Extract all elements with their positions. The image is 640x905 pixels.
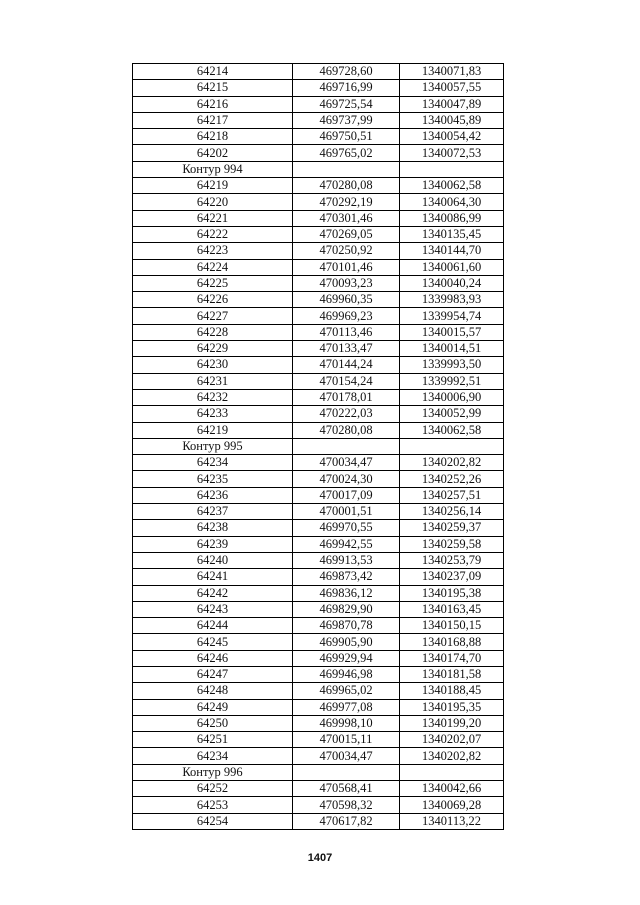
point-number-cell: 64234 (133, 748, 293, 764)
x-coordinate-cell: 469965,02 (293, 683, 400, 699)
x-coordinate-cell: 469873,42 (293, 569, 400, 585)
y-coordinate-cell (400, 438, 504, 454)
x-coordinate-cell: 469977,08 (293, 699, 400, 715)
table-row (133, 226, 504, 242)
x-coordinate-cell: 470280,08 (293, 178, 400, 194)
y-coordinate-cell: 1340071,83 (400, 64, 504, 80)
table-row (133, 80, 504, 96)
point-number-cell: 64214 (133, 64, 293, 80)
y-coordinate-cell: 1340042,66 (400, 781, 504, 797)
table-row (133, 683, 504, 699)
table-row (133, 275, 504, 291)
x-coordinate-cell: 470101,46 (293, 259, 400, 275)
x-coordinate-cell: 470617,82 (293, 813, 400, 829)
table-row (133, 112, 504, 128)
table-row (133, 259, 504, 275)
x-coordinate-cell: 469946,98 (293, 666, 400, 682)
point-number-cell: 64222 (133, 226, 293, 242)
table-row (133, 732, 504, 748)
x-coordinate-cell: 469765,02 (293, 145, 400, 161)
table-row (133, 406, 504, 422)
point-number-cell: 64229 (133, 341, 293, 357)
point-number-cell: 64215 (133, 80, 293, 96)
x-coordinate-cell (293, 161, 400, 177)
x-coordinate-cell: 470250,92 (293, 243, 400, 259)
table-row (133, 308, 504, 324)
x-coordinate-cell: 470001,51 (293, 504, 400, 520)
table-row (133, 797, 504, 813)
table-row (133, 129, 504, 145)
y-coordinate-cell: 1339983,93 (400, 292, 504, 308)
x-coordinate-cell: 469728,60 (293, 64, 400, 80)
table-row (133, 715, 504, 731)
y-coordinate-cell: 1340144,70 (400, 243, 504, 259)
contour-header-row (133, 161, 504, 177)
y-coordinate-cell: 1340006,90 (400, 389, 504, 405)
point-number-cell: 64226 (133, 292, 293, 308)
table-row (133, 422, 504, 438)
table-row (133, 585, 504, 601)
y-coordinate-cell: 1340188,45 (400, 683, 504, 699)
y-coordinate-cell: 1340045,89 (400, 112, 504, 128)
point-number-cell: 64242 (133, 585, 293, 601)
y-coordinate-cell: 1340253,79 (400, 552, 504, 568)
page-number: 1407 (307, 852, 333, 864)
point-number-cell: 64238 (133, 520, 293, 536)
table-row (133, 145, 504, 161)
table-row (133, 520, 504, 536)
x-coordinate-cell: 469716,99 (293, 80, 400, 96)
y-coordinate-cell: 1339993,50 (400, 357, 504, 373)
point-number-cell: 64217 (133, 112, 293, 128)
table-row (133, 487, 504, 503)
y-coordinate-cell: 1340181,58 (400, 666, 504, 682)
point-number-cell: 64233 (133, 406, 293, 422)
y-coordinate-cell: 1340252,26 (400, 471, 504, 487)
y-coordinate-cell: 1340199,20 (400, 715, 504, 731)
y-coordinate-cell: 1340086,99 (400, 210, 504, 226)
x-coordinate-cell: 470178,01 (293, 389, 400, 405)
point-number-cell: 64219 (133, 178, 293, 194)
point-number-cell: 64251 (133, 732, 293, 748)
y-coordinate-cell: 1340113,22 (400, 813, 504, 829)
contour-header-row (133, 764, 504, 780)
table-row (133, 666, 504, 682)
contour-header-row (133, 438, 504, 454)
point-number-cell: 64234 (133, 455, 293, 471)
table-row (133, 194, 504, 210)
y-coordinate-cell: 1340047,89 (400, 96, 504, 112)
x-coordinate-cell (293, 764, 400, 780)
table-row (133, 341, 504, 357)
point-number-cell: 64225 (133, 275, 293, 291)
point-number-cell: 64224 (133, 259, 293, 275)
y-coordinate-cell: 1340064,30 (400, 194, 504, 210)
point-number-cell: 64228 (133, 324, 293, 340)
y-coordinate-cell: 1340257,51 (400, 487, 504, 503)
y-coordinate-cell: 1340202,07 (400, 732, 504, 748)
x-coordinate-cell: 469870,78 (293, 618, 400, 634)
x-coordinate-cell: 470301,46 (293, 210, 400, 226)
x-coordinate-cell: 469960,35 (293, 292, 400, 308)
point-number-cell: 64231 (133, 373, 293, 389)
y-coordinate-cell: 1340195,38 (400, 585, 504, 601)
table-row (133, 552, 504, 568)
y-coordinate-cell: 1339954,74 (400, 308, 504, 324)
y-coordinate-cell: 1340052,99 (400, 406, 504, 422)
x-coordinate-cell: 470222,03 (293, 406, 400, 422)
y-coordinate-cell: 1340062,58 (400, 178, 504, 194)
point-number-cell: 64239 (133, 536, 293, 552)
y-coordinate-cell: 1340195,35 (400, 699, 504, 715)
table-row (133, 813, 504, 829)
table-row (133, 357, 504, 373)
x-coordinate-cell: 470269,05 (293, 226, 400, 242)
x-coordinate-cell: 470034,47 (293, 748, 400, 764)
x-coordinate-cell: 469750,51 (293, 129, 400, 145)
point-number-cell: 64243 (133, 601, 293, 617)
contour-label-cell: Контур 994 (133, 161, 293, 177)
y-coordinate-cell: 1340135,45 (400, 226, 504, 242)
table-row (133, 748, 504, 764)
x-coordinate-cell: 470280,08 (293, 422, 400, 438)
y-coordinate-cell: 1340014,51 (400, 341, 504, 357)
table-row (133, 389, 504, 405)
y-coordinate-cell: 1340174,70 (400, 650, 504, 666)
y-coordinate-cell: 1340069,28 (400, 797, 504, 813)
table-row (133, 373, 504, 389)
x-coordinate-cell: 469737,99 (293, 112, 400, 128)
table-row (133, 64, 504, 80)
table-row (133, 536, 504, 552)
y-coordinate-cell (400, 764, 504, 780)
y-coordinate-cell: 1340202,82 (400, 455, 504, 471)
y-coordinate-cell: 1340040,24 (400, 275, 504, 291)
point-number-cell: 64249 (133, 699, 293, 715)
point-number-cell: 64220 (133, 194, 293, 210)
table-row (133, 504, 504, 520)
y-coordinate-cell: 1339992,51 (400, 373, 504, 389)
x-coordinate-cell: 470133,47 (293, 341, 400, 357)
x-coordinate-cell: 470017,09 (293, 487, 400, 503)
table-row (133, 210, 504, 226)
table-row (133, 650, 504, 666)
point-number-cell: 64252 (133, 781, 293, 797)
point-number-cell: 64240 (133, 552, 293, 568)
table-row (133, 569, 504, 585)
x-coordinate-cell: 469829,90 (293, 601, 400, 617)
y-coordinate-cell: 1340259,37 (400, 520, 504, 536)
y-coordinate-cell: 1340259,58 (400, 536, 504, 552)
x-coordinate-cell: 470144,24 (293, 357, 400, 373)
y-coordinate-cell: 1340202,82 (400, 748, 504, 764)
point-number-cell: 64202 (133, 145, 293, 161)
x-coordinate-cell: 469970,55 (293, 520, 400, 536)
x-coordinate-cell: 470093,23 (293, 275, 400, 291)
x-coordinate-cell: 470154,24 (293, 373, 400, 389)
coordinates-table (132, 63, 504, 830)
y-coordinate-cell: 1340062,58 (400, 422, 504, 438)
y-coordinate-cell: 1340015,57 (400, 324, 504, 340)
point-number-cell: 64253 (133, 797, 293, 813)
table-row (133, 178, 504, 194)
x-coordinate-cell: 469913,53 (293, 552, 400, 568)
point-number-cell: 64237 (133, 504, 293, 520)
x-coordinate-cell: 469929,94 (293, 650, 400, 666)
y-coordinate-cell: 1340163,45 (400, 601, 504, 617)
table-row (133, 96, 504, 112)
y-coordinate-cell: 1340237,09 (400, 569, 504, 585)
x-coordinate-cell: 469942,55 (293, 536, 400, 552)
y-coordinate-cell: 1340256,14 (400, 504, 504, 520)
point-number-cell: 64230 (133, 357, 293, 373)
table-row (133, 634, 504, 650)
x-coordinate-cell: 470024,30 (293, 471, 400, 487)
point-number-cell: 64248 (133, 683, 293, 699)
x-coordinate-cell: 469836,12 (293, 585, 400, 601)
x-coordinate-cell: 470598,32 (293, 797, 400, 813)
point-number-cell: 64244 (133, 618, 293, 634)
y-coordinate-cell: 1340072,53 (400, 145, 504, 161)
point-number-cell: 64236 (133, 487, 293, 503)
x-coordinate-cell: 469725,54 (293, 96, 400, 112)
table-row (133, 292, 504, 308)
table-row (133, 243, 504, 259)
point-number-cell: 64246 (133, 650, 293, 666)
y-coordinate-cell: 1340168,88 (400, 634, 504, 650)
point-number-cell: 64235 (133, 471, 293, 487)
table-row (133, 601, 504, 617)
table-row (133, 324, 504, 340)
point-number-cell: 64223 (133, 243, 293, 259)
table-row (133, 455, 504, 471)
point-number-cell: 64219 (133, 422, 293, 438)
y-coordinate-cell: 1340057,55 (400, 80, 504, 96)
table-row (133, 471, 504, 487)
x-coordinate-cell: 470113,46 (293, 324, 400, 340)
point-number-cell: 64247 (133, 666, 293, 682)
contour-label-cell: Контур 996 (133, 764, 293, 780)
x-coordinate-cell: 470292,19 (293, 194, 400, 210)
x-coordinate-cell: 469969,23 (293, 308, 400, 324)
point-number-cell: 64232 (133, 389, 293, 405)
point-number-cell: 64221 (133, 210, 293, 226)
x-coordinate-cell: 470015,11 (293, 732, 400, 748)
x-coordinate-cell: 470568,41 (293, 781, 400, 797)
point-number-cell: 64227 (133, 308, 293, 324)
x-coordinate-cell: 469905,90 (293, 634, 400, 650)
point-number-cell: 64254 (133, 813, 293, 829)
y-coordinate-cell: 1340150,15 (400, 618, 504, 634)
x-coordinate-cell: 470034,47 (293, 455, 400, 471)
x-coordinate-cell: 469998,10 (293, 715, 400, 731)
table-row (133, 699, 504, 715)
table-row (133, 618, 504, 634)
point-number-cell: 64241 (133, 569, 293, 585)
point-number-cell: 64250 (133, 715, 293, 731)
point-number-cell: 64218 (133, 129, 293, 145)
point-number-cell: 64245 (133, 634, 293, 650)
y-coordinate-cell (400, 161, 504, 177)
coordinates-table-body (133, 64, 504, 830)
y-coordinate-cell: 1340054,42 (400, 129, 504, 145)
table-row (133, 781, 504, 797)
y-coordinate-cell: 1340061,60 (400, 259, 504, 275)
contour-label-cell: Контур 995 (133, 438, 293, 454)
x-coordinate-cell (293, 438, 400, 454)
point-number-cell: 64216 (133, 96, 293, 112)
